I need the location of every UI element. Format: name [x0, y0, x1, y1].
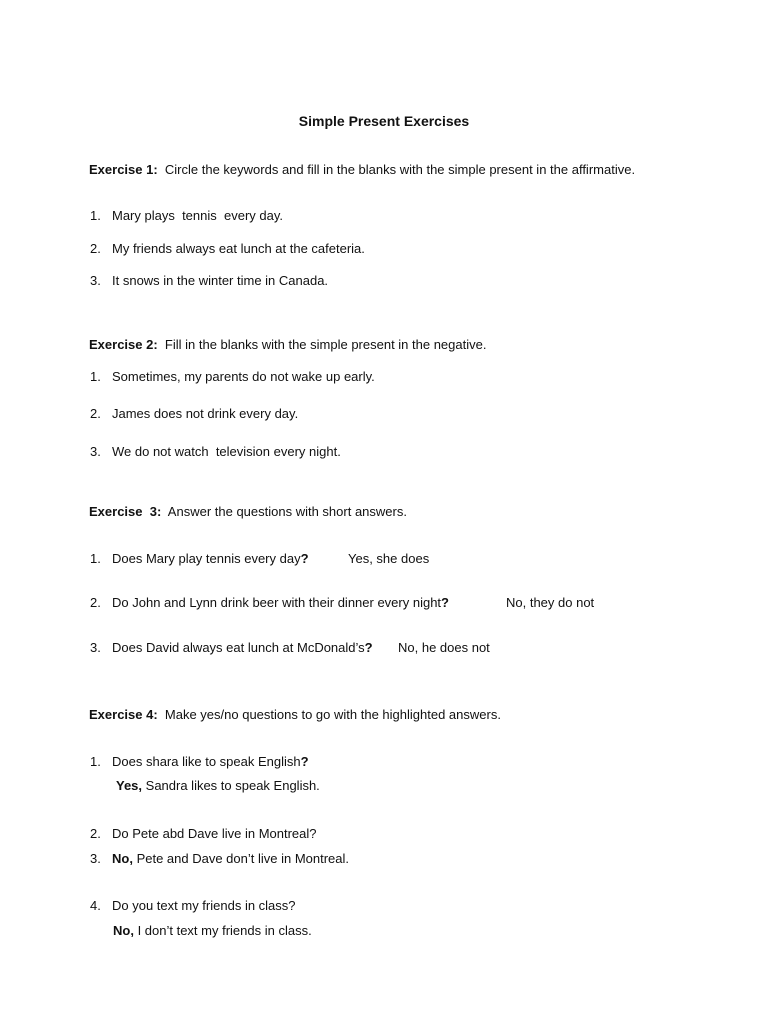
- exercise-1-instruction: Circle the keywords and fill in the blanks with the simple present in the affirmative.: [164, 162, 636, 177]
- exercise-4-heading: [89, 707, 501, 723]
- answer-rest: I don’t text my friends in class.: [133, 923, 312, 938]
- question-mark: ?: [441, 595, 449, 610]
- exercise-2-instruction: Fill in the blanks with the simple present in the negative.: [164, 337, 487, 352]
- exercise-4-item: [90, 898, 296, 914]
- exercise-3-item: [90, 595, 449, 611]
- exercise-2-item: [90, 444, 341, 460]
- item-number: 3.: [90, 851, 101, 866]
- item-text: We do not watch television every night.: [112, 444, 341, 459]
- exercise-1-label: Exercise 1:: [89, 162, 158, 177]
- item-text: My friends always eat lunch at the cafeteria.: [112, 241, 365, 256]
- highlighted-answer: [113, 923, 312, 939]
- exercise-4-instruction: Make yes/no questions to go with the highlighted answers.: [164, 707, 501, 722]
- exercise-1-item: [90, 241, 365, 257]
- short-answer: No, they do not: [506, 595, 595, 610]
- exercise-4-item: [90, 754, 309, 770]
- exercise-4-item: [90, 826, 317, 842]
- exercise-4-item: [90, 851, 349, 867]
- exercise-3-label: Exercise 3:: [89, 504, 162, 519]
- item-number: 2.: [90, 595, 101, 610]
- question-text: Do Pete abd Dave live in Montreal?: [112, 826, 317, 841]
- item-number: 2.: [90, 241, 101, 256]
- question-text: Do John and Lynn drink beer with their dinner every night: [112, 595, 442, 610]
- item-number: 3.: [90, 273, 101, 288]
- exercise-3-item: [90, 640, 373, 656]
- page-title: Simple Present Exercises: [298, 113, 470, 129]
- exercise-2-item: [90, 406, 298, 422]
- exercise-3-heading: [89, 504, 407, 520]
- item-number: 4.: [90, 898, 101, 913]
- item-number: 1.: [90, 551, 101, 566]
- exercise-1-heading: [89, 162, 635, 178]
- item-number: 1.: [90, 208, 101, 223]
- answer-lead: Yes,: [116, 778, 143, 793]
- question-text: Does shara like to speak English: [112, 754, 301, 769]
- exercise-1-item: [90, 273, 328, 289]
- question-text: Does David always eat lunch at McDonald’s: [112, 640, 365, 655]
- exercise-2-item: [90, 369, 375, 385]
- exercise-3-item: [90, 551, 309, 567]
- answer-rest: Pete and Dave don’t live in Montreal.: [132, 851, 350, 866]
- item-number: 1.: [90, 754, 101, 769]
- question-mark: ?: [300, 754, 309, 769]
- item-number: 2.: [90, 826, 101, 841]
- answer-lead: No,: [113, 923, 134, 938]
- question-mark: ?: [300, 551, 309, 566]
- short-answer: No, he does not: [398, 640, 490, 655]
- exercise-4-label: Exercise 4:: [89, 707, 158, 722]
- question-mark: ?: [364, 640, 373, 655]
- answer-rest: Sandra likes to speak English.: [142, 778, 320, 793]
- item-number: 1.: [90, 369, 101, 384]
- short-answer: Yes, she does: [348, 551, 430, 566]
- exercise-1-item: [90, 208, 283, 224]
- question-text: Do you text my friends in class?: [112, 898, 296, 913]
- answer-lead: No,: [112, 851, 133, 866]
- item-number: 3.: [90, 444, 101, 459]
- exercise-2-label: Exercise 2:: [89, 337, 158, 352]
- question-text: Does Mary play tennis every day: [112, 551, 301, 566]
- item-number: 2.: [90, 406, 101, 421]
- item-text: It snows in the winter time in Canada.: [112, 273, 329, 288]
- item-text: Sometimes, my parents do not wake up early.: [112, 369, 375, 384]
- exercise-3-instruction: Answer the questions with short answers.: [167, 504, 407, 519]
- item-text: James does not drink every day.: [112, 406, 299, 421]
- exercise-2-heading: [89, 337, 486, 353]
- item-text: Mary plays tennis every day.: [112, 208, 283, 223]
- highlighted-answer: [116, 778, 320, 794]
- item-number: 3.: [90, 640, 101, 655]
